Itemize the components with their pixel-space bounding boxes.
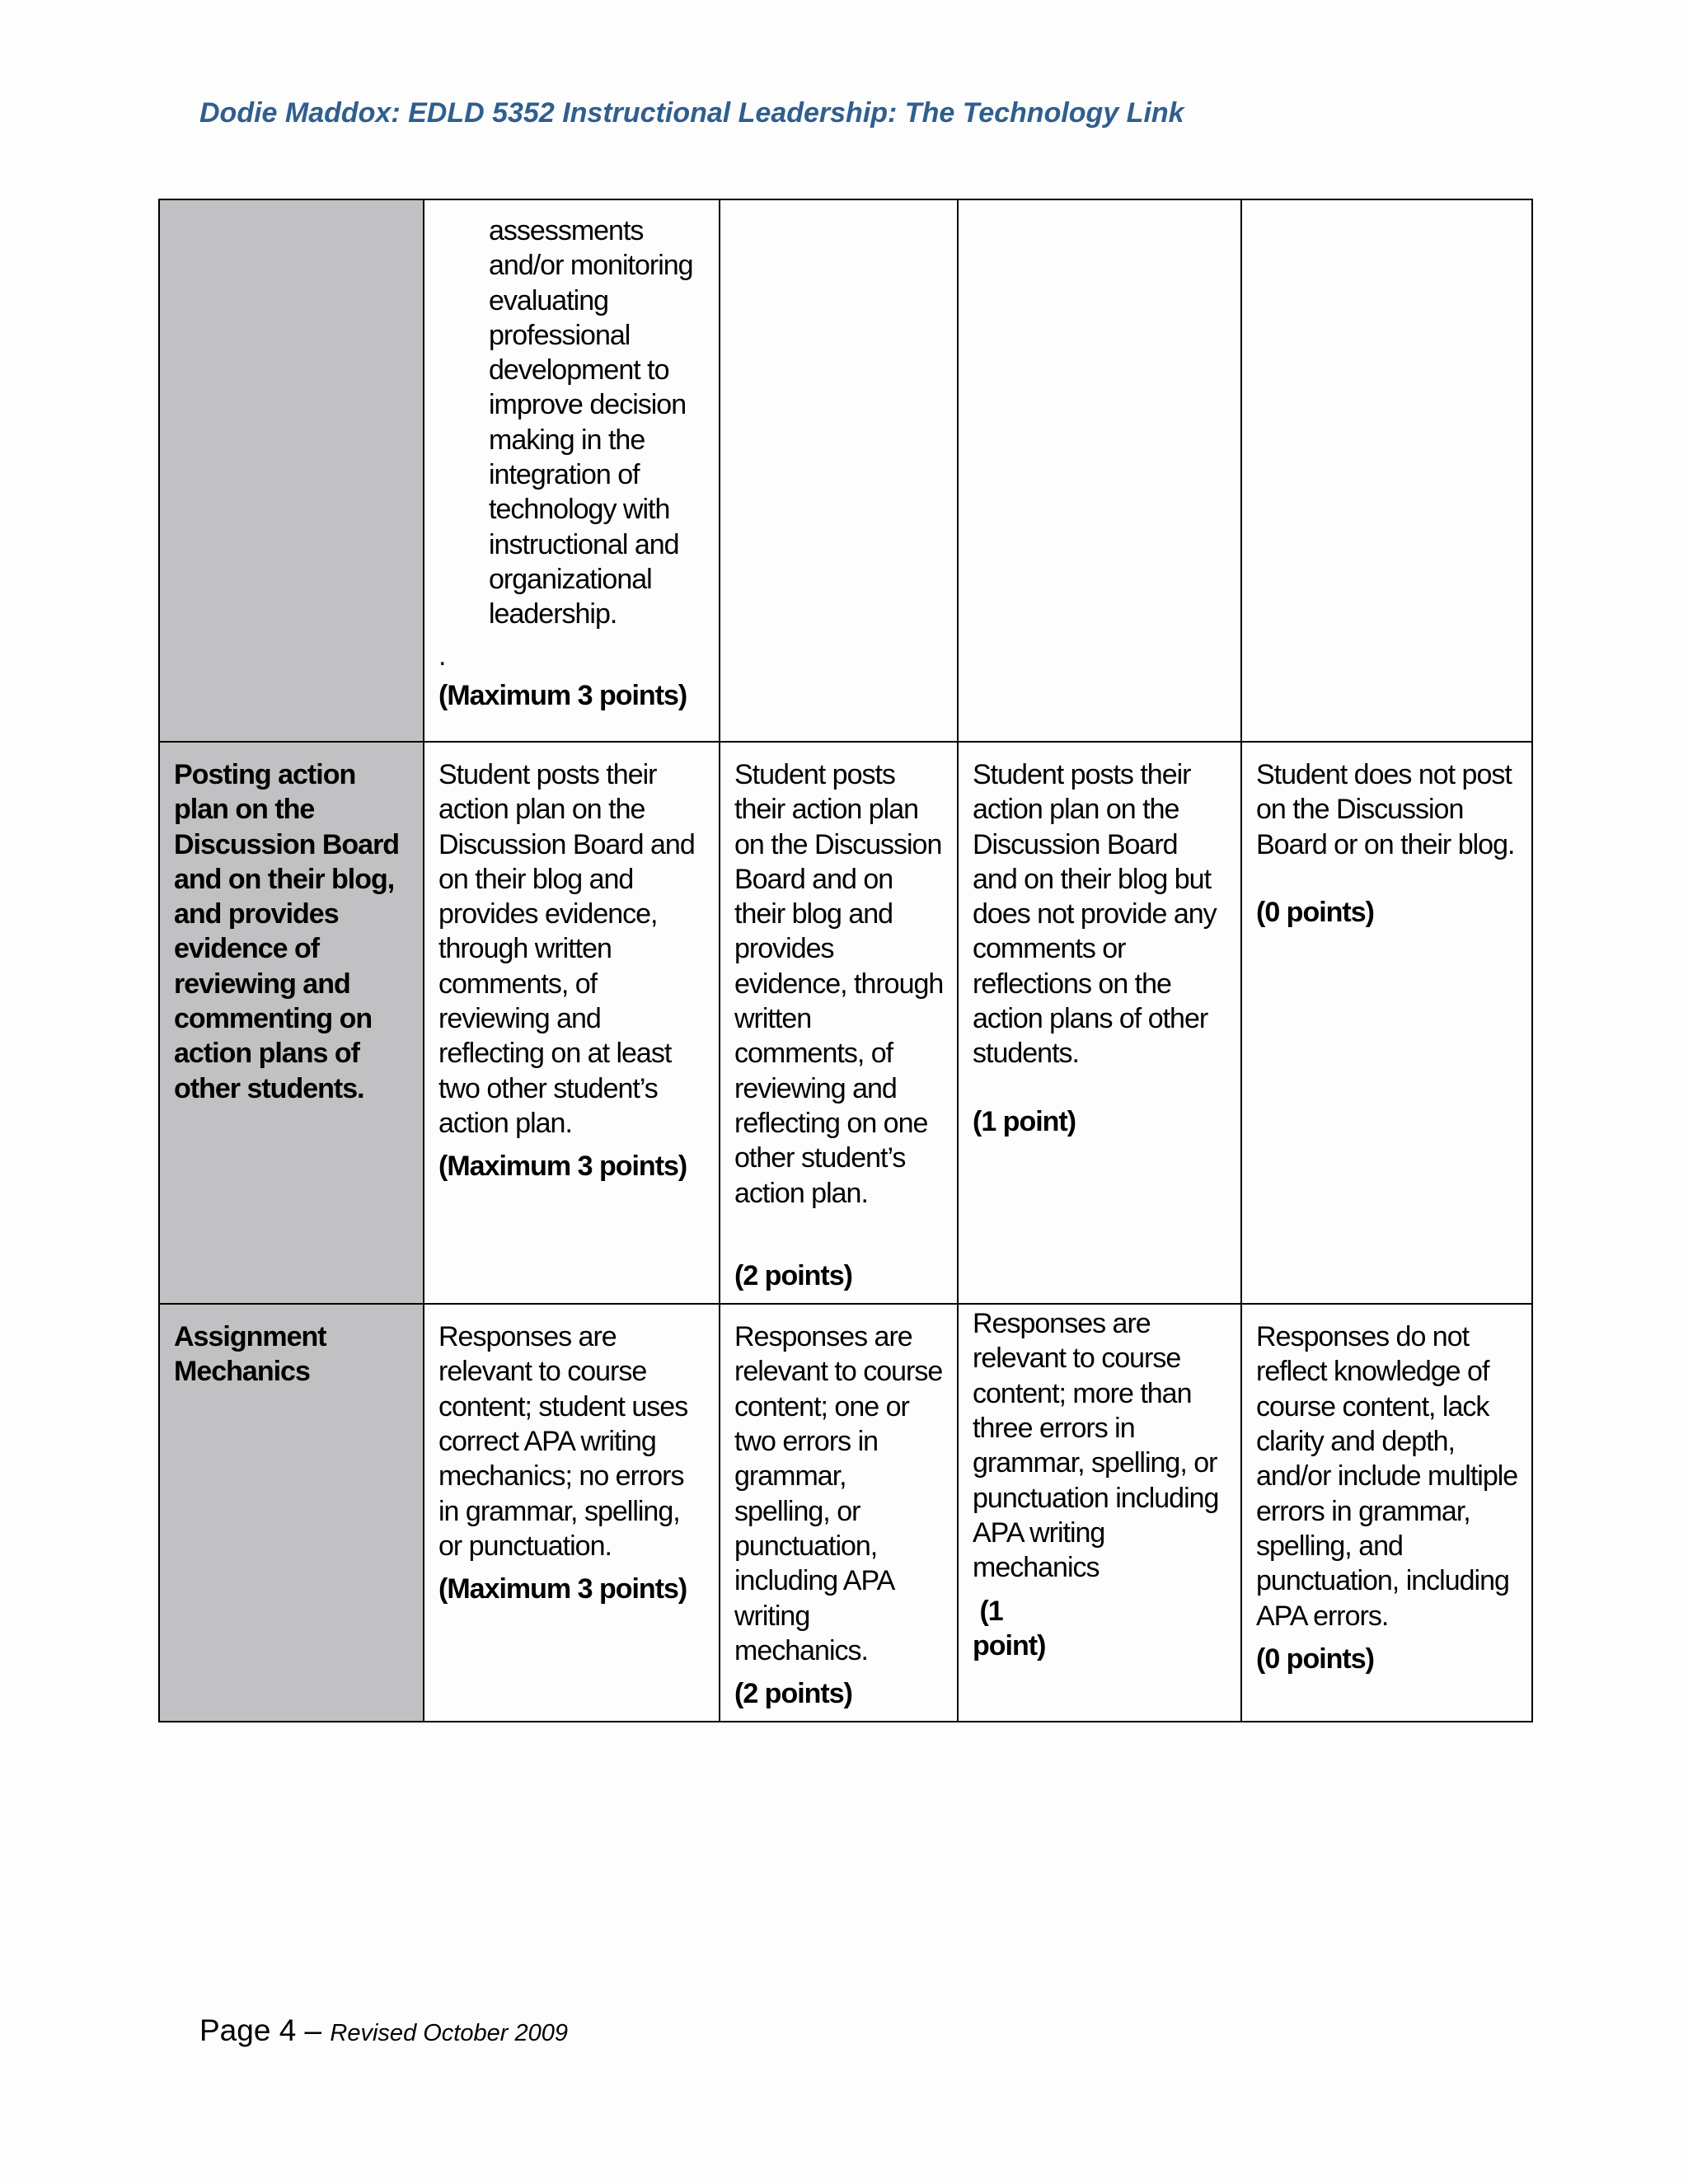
document-header-title: Dodie Maddox: EDLD 5352 Instructional Leadership: The Technology Link [199,97,1184,129]
cell-text: Student posts their action plan on the Discussion Board and on their blog and provides evidence, through written comments, of reviewing and reflecting on at least two other student’s action plan. [438,759,695,1139]
criterion-cell: Posting action plan on the Discussion Board and on their blog, and provides evidence of reviewing and commenting on action plans of other students. [159,742,424,1304]
cell-text: Responses are relevant to course content; one or two errors in grammar, spelling, or punctuation, including APA writing mechanics. [734,1321,943,1666]
rubric-cell [424,199,720,742]
rubric-table [158,199,1533,1722]
points-label: (Maximum 3 points) [438,1573,687,1605]
points-label-line2: point) [973,1629,1046,1661]
rubric-row-assignment-mechanics [159,1304,1532,1722]
points-label: (Maximum 3 points) [438,1151,687,1183]
rubric-cell [720,742,958,1304]
rubric-cell-empty [1241,199,1532,742]
cell-text: Responses are relevant to course content; more than three errors in grammar, spelling, or punctuation including APA writing mechanics [973,1308,1219,1584]
rubric-cell-empty [720,199,958,742]
rubric-cell [1241,1304,1532,1722]
points-label: (2 points) [734,1259,852,1291]
page-number-label: Page 4 – [199,2013,322,2047]
cell-text: Responses do not reflect knowledge of course content, lack clarity and depth, and/or include multiple errors in grammar, spelling, and punctuation, including APA errors. [1256,1321,1518,1632]
cell-marker: . [438,640,446,672]
cell-text: Student posts their action plan on the Discussion Board and on their blog but does not provide any comments or reflections on the action plans of other students. [973,759,1217,1070]
points-label: (2 points) [734,1678,852,1710]
cell-text: Responses are relevant to course content; student uses correct APA writing mechanics; no errors in grammar, spelling, or punctuation. [438,1321,688,1562]
points-label: (0 points) [1256,1643,1374,1675]
revision-date: Revised October 2009 [330,2020,568,2046]
rubric-cell [424,742,720,1304]
cell-text: Student posts their action plan on the Discussion Board and on their blog and provides evidence, through written comments, of reviewing and reflecting on one other student’s action plan. [734,759,944,1209]
rubric-cell-empty [958,199,1241,742]
points-label-line1: (1 [973,1595,1003,1627]
rubric-row-posting-action-plan [159,742,1532,1304]
criterion-cell-empty [159,199,424,742]
rubric-cell [958,742,1241,1304]
points-label: (Maximum 3 points) [438,679,687,711]
page-footer [199,2013,568,2048]
cell-text: assessments and/or monitoring evaluating professional development to improve decision making in the integration of technology with instructional and organizational leadership. [489,215,693,630]
rubric-cell [720,1304,958,1722]
rubric-cell [1241,742,1532,1304]
rubric-cell [424,1304,720,1722]
rubric-row-continuation [159,199,1532,742]
criterion-cell: Assignment Mechanics [159,1304,424,1722]
cell-text: Student does not post on the Discussion Board or on their blog. [1256,759,1515,860]
rubric-cell [958,1304,1241,1722]
points-label: (1 point) [973,1105,1076,1137]
points-label: (0 points) [1256,896,1374,928]
